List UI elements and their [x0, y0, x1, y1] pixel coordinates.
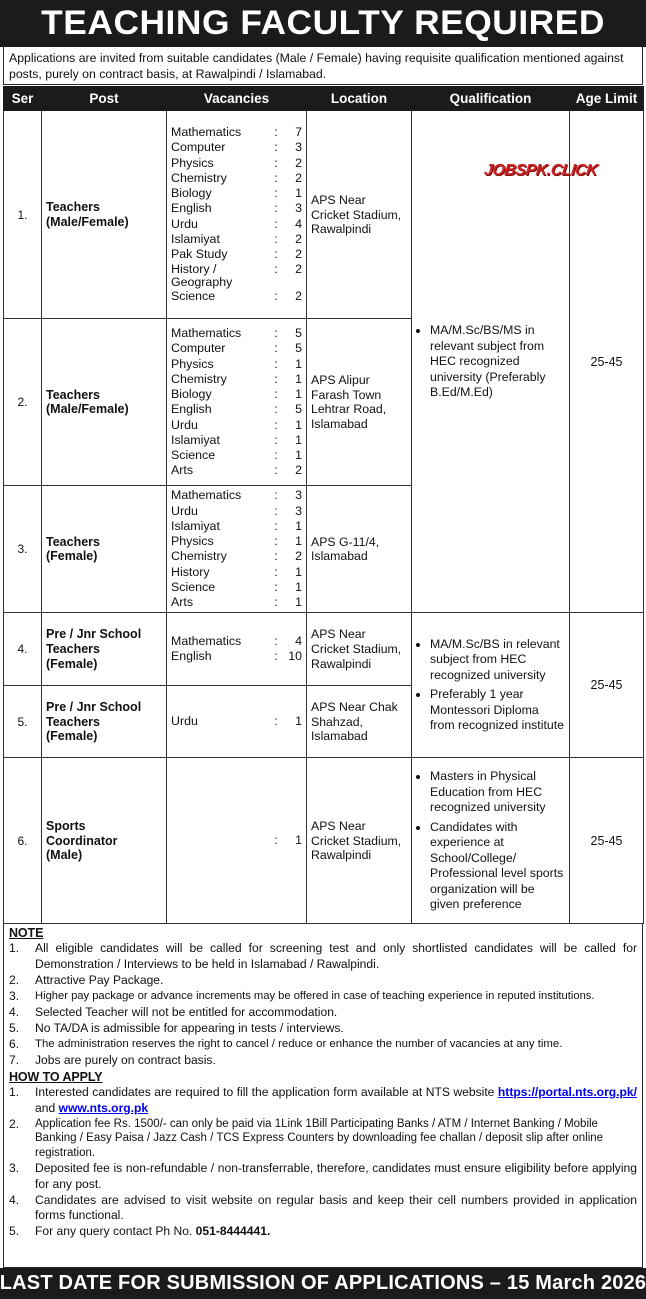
vacancy-list	[171, 488, 302, 610]
vacancy-row	[171, 387, 302, 402]
list-item	[9, 1117, 637, 1161]
vacancy-list	[171, 634, 302, 665]
list-item	[9, 1161, 637, 1192]
cell-location: APS Near Chak Shahzad, Islamabad	[307, 686, 412, 758]
vacancy-count: 2	[295, 463, 302, 478]
vacancy-subject: Islamiyat	[171, 231, 220, 246]
vacancy-row	[171, 549, 302, 564]
cell-vacancies	[167, 486, 307, 613]
vacancy-count: 7	[295, 125, 302, 140]
note-text: The administration reserves the right to cancel / reduce or enhance the number of vacancies at any time.	[35, 1037, 563, 1050]
vacancy-row	[171, 372, 302, 387]
cell-location: APS Near Cricket Stadium, Rawalpindi	[307, 111, 412, 319]
cell-post: Pre / Jnr School Teachers (Female)	[42, 613, 167, 686]
vacancy-list	[171, 833, 302, 848]
vacancy-subject: Urdu	[171, 714, 198, 729]
vacancy-count: 1	[295, 448, 302, 463]
vacancy-row	[171, 833, 302, 848]
qualification-list	[416, 323, 565, 400]
vacancy-count: 5	[295, 341, 302, 356]
vacancy-row	[171, 504, 302, 519]
vacancy-count: 10	[288, 649, 302, 664]
cell-location: APS Near Cricket Stadium, Rawalpindi	[307, 758, 412, 924]
vacancy-list	[171, 714, 302, 729]
vacancy-subject: Chemistry	[171, 371, 227, 386]
vacancy-colon: :	[274, 371, 278, 386]
list-item	[9, 1037, 637, 1052]
table-row	[4, 758, 644, 924]
qualification-item: • Preferably 1 year Montessori Diploma from recognized institute	[430, 687, 565, 733]
vacancy-count: 1	[295, 432, 302, 447]
vacancy-row	[171, 463, 302, 478]
list-item	[9, 989, 637, 1004]
nts-portal-link[interactable]: https://portal.nts.org.pk/	[497, 1085, 637, 1100]
cell-ser: 1.	[4, 111, 42, 319]
nts-website-link[interactable]: www.nts.org.pk	[58, 1100, 149, 1115]
intro-paragraph: Applications are invited from suitable candidates (Male / Female) having requisite qualification mentioned against posts, purely on contract basis, at Rawalpindi / Islamabad.	[3, 47, 643, 85]
note-text: No TA/DA is admissible for appearing in tests / interviews.	[35, 1020, 344, 1035]
cell-post: Teachers (Female)	[42, 486, 167, 613]
vacancy-row	[171, 519, 302, 534]
cell-age-limit: 25-45	[570, 111, 644, 613]
cell-qualification	[412, 758, 570, 924]
vacancy-row	[171, 649, 302, 664]
vacancy-row	[171, 262, 302, 289]
apply-text	[35, 1085, 637, 1116]
vacancy-row	[171, 418, 302, 433]
vacancy-colon: :	[274, 170, 278, 185]
vacancy-colon: :	[274, 341, 278, 356]
vacancy-colon: :	[274, 534, 278, 549]
list-item	[9, 941, 637, 972]
cell-post: Teachers (Male/Female)	[42, 111, 167, 319]
vacancy-subject: Arts	[171, 463, 194, 478]
vacancy-count: 2	[295, 247, 302, 262]
cell-vacancies	[167, 111, 307, 319]
vacancy-count: 1	[295, 356, 302, 371]
cell-ser: 6.	[4, 758, 42, 924]
header-banner	[0, 0, 646, 47]
vacancy-colon: :	[274, 155, 278, 170]
qualification-item: • MA/M.Sc/BS/MS in relevant subject from HEC recognized university (Preferably B.Ed/M.Ed)	[430, 323, 565, 400]
footer-banner	[0, 1268, 646, 1299]
vacancy-subject: Chemistry	[171, 170, 227, 185]
vacancy-count: 1	[295, 371, 302, 386]
vacancy-row	[171, 326, 302, 341]
vacancy-subject: Biology	[171, 387, 212, 402]
vacancy-row	[171, 714, 302, 729]
vacancy-colon: :	[274, 518, 278, 533]
vacancy-count: 5	[295, 326, 302, 341]
vacancy-subject: English	[171, 201, 212, 216]
vacancy-colon: :	[274, 231, 278, 246]
col-header-vacancies: Vacancies	[167, 87, 307, 111]
vacancy-colon: :	[274, 216, 278, 231]
vacancy-row	[171, 156, 302, 171]
vacancy-colon: :	[274, 186, 278, 201]
note-number: 4.	[9, 1004, 20, 1019]
vacancy-colon: :	[274, 387, 278, 402]
list-item	[9, 1224, 637, 1239]
qualification-item: • MA/M.Sc/BS in relevant subject from HEC recognized university	[430, 637, 565, 683]
vacancy-subject: Mathematics	[171, 125, 242, 140]
vacancy-row	[171, 448, 302, 463]
vacancy-colon: :	[274, 432, 278, 447]
vacancy-row	[171, 232, 302, 247]
vacancy-row	[171, 534, 302, 549]
vacancy-colon: :	[274, 564, 278, 579]
vacancy-count: 3	[295, 503, 302, 518]
vacancy-colon: :	[274, 326, 278, 341]
cell-vacancies	[167, 758, 307, 924]
vacancy-row	[171, 433, 302, 448]
table-row	[4, 111, 644, 319]
note-text: All eligible candidates will be called for screening test and only shortlisted candidates will be called for Demonstration / Interviews to be held in Islamabad / Rawalpindi.	[35, 941, 637, 971]
vacancy-subject: Islamiyat	[171, 518, 220, 533]
vacancy-subject: Physics	[171, 534, 214, 549]
vacancy-colon: :	[274, 247, 278, 262]
qualification-item: • Masters in Physical Education from HEC recognized university	[430, 769, 565, 815]
vacancy-subject: Urdu	[171, 216, 198, 231]
list-item	[9, 1021, 637, 1036]
vacancy-subject: Mathematics	[171, 326, 242, 341]
contact-label: For any query contact Ph No.	[35, 1224, 196, 1239]
vacancy-subject: Arts	[171, 595, 194, 610]
cell-location: APS Near Cricket Stadium, Rawalpindi	[307, 613, 412, 686]
apply-number: 5.	[9, 1224, 20, 1239]
vacancy-count: 2	[295, 231, 302, 246]
vacancy-count: 2	[295, 289, 302, 304]
vacancy-count: 3	[295, 201, 302, 216]
cell-vacancies	[167, 613, 307, 686]
vacancy-colon: :	[274, 649, 278, 664]
cell-age-limit: 25-45	[570, 758, 644, 924]
jobs-table-body	[4, 111, 644, 924]
qualification-list	[416, 769, 565, 912]
vacancy-subject: Physics	[171, 356, 214, 371]
list-item	[9, 1085, 637, 1116]
vacancy-row	[171, 247, 302, 262]
vacancy-count: 1	[295, 714, 302, 729]
col-header-post: Post	[42, 87, 167, 111]
cell-post: Teachers (Male/Female)	[42, 319, 167, 486]
vacancy-count: 3	[295, 488, 302, 503]
note-number: 3.	[9, 988, 20, 1003]
vacancy-colon: :	[274, 634, 278, 649]
vacancy-list	[171, 125, 302, 305]
vacancy-count: 1	[295, 833, 302, 848]
vacancy-row	[171, 595, 302, 610]
vacancy-row	[171, 580, 302, 595]
vacancy-subject: English	[171, 402, 212, 417]
cell-ser: 5.	[4, 686, 42, 758]
vacancy-row	[171, 357, 302, 372]
vacancy-subject: Urdu	[171, 503, 198, 518]
vacancy-colon: :	[274, 289, 278, 304]
cell-ser: 2.	[4, 319, 42, 486]
list-item	[9, 1053, 637, 1068]
vacancy-count: 2	[295, 549, 302, 564]
note-heading: NOTE	[9, 926, 44, 941]
vacancy-subject: English	[171, 649, 212, 664]
cell-age-limit: 25-45	[570, 613, 644, 758]
vacancy-colon: :	[274, 463, 278, 478]
vacancy-colon: :	[274, 833, 278, 848]
note-number: 1.	[9, 941, 20, 956]
vacancy-subject: Science	[171, 448, 216, 463]
vacancy-row	[171, 171, 302, 186]
list-item	[9, 1005, 637, 1020]
vacancy-subject: Mathematics	[171, 488, 242, 503]
note-text: Jobs are purely on contract basis.	[35, 1052, 216, 1067]
cell-qualification	[412, 613, 570, 758]
cell-ser: 4.	[4, 613, 42, 686]
vacancy-row	[171, 201, 302, 216]
vacancy-count: 1	[295, 417, 302, 432]
vacancy-subject: Computer	[171, 341, 226, 356]
list-item	[9, 1193, 637, 1224]
jobs-table-wrapper	[3, 86, 643, 924]
cell-location: APS G-11/4, Islamabad	[307, 486, 412, 613]
vacancy-colon: :	[274, 549, 278, 564]
vacancy-count: 4	[295, 634, 302, 649]
note-text: Attractive Pay Package.	[35, 972, 164, 987]
table-row	[4, 613, 644, 686]
col-header-location: Location	[307, 87, 412, 111]
vacancy-row	[171, 634, 302, 649]
vacancy-count: 1	[295, 579, 302, 594]
vacancy-colon: :	[274, 262, 278, 277]
vacancy-colon: :	[274, 448, 278, 463]
vacancy-row	[171, 402, 302, 417]
apply-text	[35, 1224, 637, 1239]
vacancy-count: 1	[295, 518, 302, 533]
site-watermark: JOBSPK.CLICK	[483, 162, 599, 179]
vacancy-colon: :	[274, 140, 278, 155]
vacancy-row	[171, 125, 302, 140]
apply-number: 1.	[9, 1085, 20, 1100]
vacancy-subject: Computer	[171, 140, 226, 155]
cell-vacancies	[167, 686, 307, 758]
vacancy-count: 2	[295, 262, 302, 277]
vacancy-row	[171, 565, 302, 580]
apply-text-pre: Interested candidates are required to fill the application form available at NTS website	[35, 1085, 498, 1100]
note-number: 7.	[9, 1052, 20, 1067]
vacancy-count: 4	[295, 216, 302, 231]
vacancy-colon: :	[274, 201, 278, 216]
cell-qualification	[412, 111, 570, 613]
contact-phone: 051-8444441.	[195, 1224, 271, 1239]
vacancy-subject: Biology	[171, 186, 212, 201]
vacancy-colon: :	[274, 125, 278, 140]
note-number: 6.	[9, 1036, 20, 1051]
table-header-row	[4, 87, 644, 111]
vacancy-colon: :	[274, 488, 278, 503]
vacancy-count: 5	[295, 402, 302, 417]
note-number: 5.	[9, 1020, 20, 1035]
vacancy-subject: Mathematics	[171, 634, 242, 649]
vacancy-row	[171, 217, 302, 232]
cell-post: Pre / Jnr School Teachers (Female)	[42, 686, 167, 758]
notes-section	[3, 924, 643, 1268]
vacancy-count: 1	[295, 534, 302, 549]
list-item	[9, 973, 637, 988]
vacancy-subject: Urdu	[171, 417, 198, 432]
vacancy-colon: :	[274, 417, 278, 432]
vacancy-colon: :	[274, 503, 278, 518]
vacancy-colon: :	[274, 356, 278, 371]
note-list	[9, 941, 637, 1068]
vacancy-subject: Chemistry	[171, 549, 227, 564]
apply-text: Candidates are advised to visit website on regular basis and keep their cell numbers provided in application forms functional.	[35, 1192, 637, 1223]
vacancy-subject: Islamiyat	[171, 432, 220, 447]
vacancy-row	[171, 289, 302, 304]
col-header-ser: Ser	[4, 87, 42, 111]
apply-number: 3.	[9, 1161, 20, 1176]
vacancy-count: 3	[295, 140, 302, 155]
qualification-list	[416, 637, 565, 734]
how-to-apply-heading: HOW TO APPLY	[9, 1070, 103, 1085]
note-text: Higher pay package or advance increments may be offered in case of teaching experience in reputed institutions.	[35, 989, 595, 1002]
apply-number: 4.	[9, 1192, 20, 1207]
vacancy-subject: Pak Study	[171, 247, 228, 262]
vacancy-colon: :	[274, 595, 278, 610]
qualification-item: • Candidates with experience at School/College/ Professional level sports organization will be given preference	[430, 820, 565, 913]
cell-vacancies	[167, 319, 307, 486]
col-header-qualification: Qualification	[412, 87, 570, 111]
vacancy-subject: Science	[171, 289, 216, 304]
last-date-text: LAST DATE FOR SUBMISSION OF APPLICATIONS – 15 March 2026	[0, 1272, 646, 1294]
apply-text: Application fee Rs. 1500/- can only be paid via 1Link 1Bill Participating Banks / ATM / Internet Banking / Mobile Banking / Easy Paisa / Jazz Cash / TCS Express Counters by downloading fee challan / deposit slip after online registration.	[35, 1117, 604, 1160]
vacancy-count: 2	[295, 170, 302, 185]
vacancy-subject: Physics	[171, 155, 214, 170]
col-header-age-limit: Age Limit	[570, 87, 644, 111]
jobs-table	[3, 86, 644, 924]
vacancy-count: 1	[295, 186, 302, 201]
note-text: Selected Teacher will not be entitled for accommodation.	[35, 1004, 338, 1019]
vacancy-row	[171, 488, 302, 503]
vacancy-colon: :	[274, 579, 278, 594]
vacancy-count: 2	[295, 155, 302, 170]
vacancy-count: 1	[295, 595, 302, 610]
vacancy-colon: :	[274, 402, 278, 417]
apply-text: Deposited fee is non-refundable / non-transferrable, therefore, candidates must ensure eligibility before applying for any post.	[35, 1161, 637, 1191]
cell-post: Sports Coordinator (Male)	[42, 758, 167, 924]
vacancy-subject: Science	[171, 579, 216, 594]
apply-number: 2.	[9, 1116, 20, 1131]
vacancy-count: 1	[295, 387, 302, 402]
vacancy-row	[171, 341, 302, 356]
vacancy-subject: History	[171, 564, 210, 579]
cell-ser: 3.	[4, 486, 42, 613]
vacancy-subject: History / Geography	[171, 262, 233, 290]
vacancy-colon: :	[274, 714, 278, 729]
vacancy-row	[171, 186, 302, 201]
how-to-apply-list	[9, 1085, 637, 1239]
cell-location: APS Alipur Farash Town Lehtrar Road, Islamabad	[307, 319, 412, 486]
apply-text-mid: and	[35, 1100, 59, 1115]
vacancy-count: 1	[295, 564, 302, 579]
vacancy-list	[171, 326, 302, 479]
vacancy-row	[171, 140, 302, 155]
page-title: TEACHING FACULTY REQUIRED	[41, 4, 605, 42]
note-number: 2.	[9, 972, 20, 987]
